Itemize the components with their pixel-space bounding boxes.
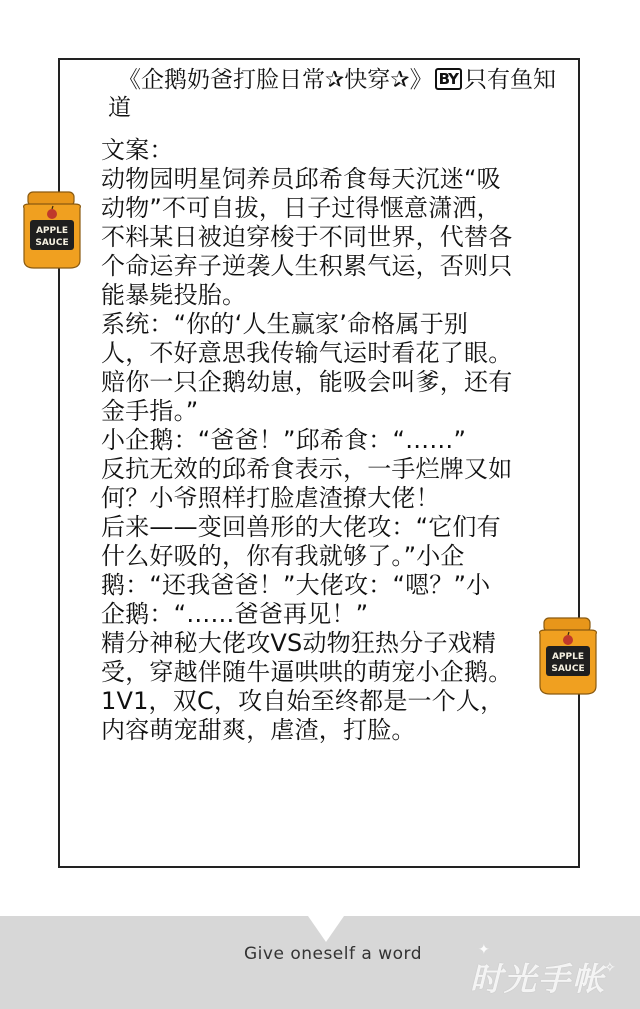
synopsis-paragraph: 动物园明星饲养员邱希食每天沉迷“吸动物”不可自拔，日子过得惬意潇洒，不料某日被迫穿梭于不同世界，代替各个命运弃子逆袭人生积累气运，否则只能暴毙投胎。 xyxy=(101,165,513,309)
footer-notch xyxy=(308,916,344,942)
sparkle-icon: ✧ xyxy=(604,960,616,976)
star-icon: ✰ xyxy=(390,67,410,93)
title-part1: 《企鹅奶爸打脸日常 xyxy=(118,67,325,93)
synopsis-paragraph: 后来——变回兽形的大佬攻：“它们有什么好吸的，你有我就够了。”小企鹅：“还我爸爸！”大佬攻：“嗯？”小企鹅：“……爸爸再见！” xyxy=(101,513,501,628)
synopsis-paragraph: 系统：“你的‘人生赢家’命格属于别人，不好意思我传输气运时看花了眼。赔你一只企鹅幼崽，能吸会叫爹，还有金手指。” xyxy=(101,310,513,425)
apple-sauce-jar-sticker xyxy=(534,614,602,698)
jar-label-line1: APPLE xyxy=(551,652,585,662)
jar-label-line2: SAUCE xyxy=(35,238,69,248)
sparkle-icon: ✦ xyxy=(478,942,490,958)
synopsis-paragraph: 小企鹅：“爸爸！”邱希食：“……” xyxy=(101,426,467,454)
synopsis-label: 文案： xyxy=(101,136,174,164)
jar-label-line1: APPLE xyxy=(35,226,69,236)
jar-label-line2: SAUCE xyxy=(551,664,585,674)
by-badge: BY xyxy=(435,68,462,90)
author-name: 只有鱼知道 xyxy=(108,67,557,121)
synopsis-paragraph: 精分神秘大佬攻VS动物狂热分子戏精受，穿越伴随牛逼哄哄的萌宠小企鹅。 xyxy=(101,629,513,686)
apple-sauce-jar-sticker xyxy=(18,190,86,270)
synopsis-paragraph: 反抗无效的邱希食表示，一手烂牌又如何？小爷照样打脸虐渣撩大佬！ xyxy=(101,455,513,512)
synopsis-body xyxy=(101,136,513,745)
watermark-logo: 时光手帐 xyxy=(470,960,607,998)
star-icon: ✰ xyxy=(325,67,345,93)
title-part2: 快穿 xyxy=(344,67,391,93)
footer-slogan: Give oneself a word xyxy=(244,944,422,964)
synopsis-paragraph: 1V1，双C，攻自始至终都是一个人，内容萌宠甜爽，虐渣，打脸。 xyxy=(101,687,505,744)
book-title xyxy=(108,66,560,122)
title-part3: 》 xyxy=(409,67,433,93)
